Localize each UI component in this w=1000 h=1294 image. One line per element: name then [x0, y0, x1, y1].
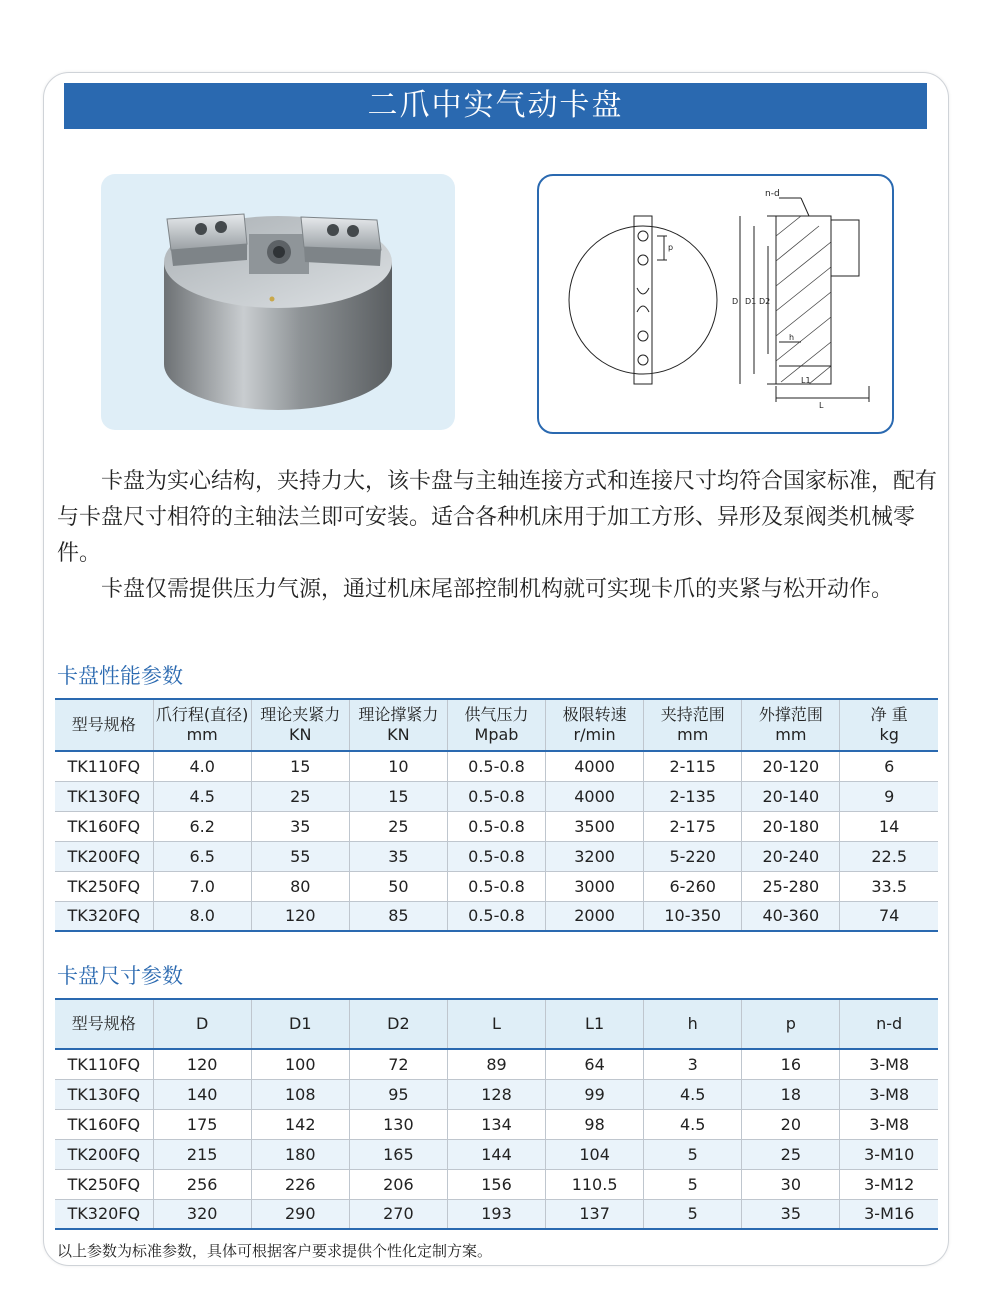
- table-cell: 4.5: [644, 1079, 742, 1109]
- table-cell: 226: [251, 1169, 349, 1199]
- header-cell: 理论夹紧力 KN: [251, 699, 349, 751]
- label-h: h: [789, 333, 795, 342]
- table-cell: 3-M10: [840, 1139, 938, 1169]
- table-cell: 15: [349, 781, 447, 811]
- table-cell: 95: [349, 1079, 447, 1109]
- label-nd: n-d: [765, 189, 780, 199]
- table-cell: 2-115: [644, 751, 742, 781]
- table-row: [55, 1109, 938, 1139]
- table-cell: 110.5: [546, 1169, 644, 1199]
- label-d1: D1: [745, 297, 757, 306]
- table-cell: 74: [840, 901, 938, 931]
- table-cell: 256: [153, 1169, 251, 1199]
- dimension-drawing: [539, 176, 892, 432]
- table-cell: 4.5: [644, 1109, 742, 1139]
- footnote: 以上参数为标准参数，具体可根据客户要求提供个性化定制方案。: [57, 1242, 493, 1260]
- table-cell: 72: [349, 1049, 447, 1079]
- label-d2: D2: [759, 297, 771, 306]
- table-cell: 2000: [546, 901, 644, 931]
- table-cell: 25: [251, 781, 349, 811]
- table-row: [55, 751, 938, 781]
- table-cell: 0.5-0.8: [447, 751, 545, 781]
- performance-table: [55, 698, 938, 932]
- model-cell: TK110FQ: [55, 1049, 153, 1079]
- table-cell: 99: [546, 1079, 644, 1109]
- table-row: [55, 1169, 938, 1199]
- table-cell: 40-360: [742, 901, 840, 931]
- table-cell: 35: [251, 811, 349, 841]
- table-cell: 128: [447, 1079, 545, 1109]
- model-cell: TK130FQ: [55, 1079, 153, 1109]
- table-cell: 137: [546, 1199, 644, 1229]
- table-cell: 0.5-0.8: [447, 871, 545, 901]
- table-cell: 10: [349, 751, 447, 781]
- table-cell: 3500: [546, 811, 644, 841]
- header-cell: L1: [546, 999, 644, 1049]
- header-cell: 净 重 kg: [840, 699, 938, 751]
- header-cell: 夹持范围 mm: [644, 699, 742, 751]
- table-cell: 3-M8: [840, 1079, 938, 1109]
- header-cell: D1: [251, 999, 349, 1049]
- dimensions-table-body: [55, 1049, 938, 1229]
- model-cell: TK200FQ: [55, 1139, 153, 1169]
- dimensions-table: [55, 998, 938, 1230]
- table-row: [55, 811, 938, 841]
- table-cell: 20-180: [742, 811, 840, 841]
- table-row: [55, 871, 938, 901]
- label-l: L: [819, 401, 824, 410]
- table-cell: 3: [644, 1049, 742, 1079]
- model-cell: TK160FQ: [55, 1109, 153, 1139]
- header-cell: L: [447, 999, 545, 1049]
- table-cell: 4000: [546, 751, 644, 781]
- table-cell: 25-280: [742, 871, 840, 901]
- table-cell: 5: [644, 1139, 742, 1169]
- table-cell: 64: [546, 1049, 644, 1079]
- header-cell: 极限转速 r/min: [546, 699, 644, 751]
- table-cell: 50: [349, 871, 447, 901]
- table-cell: 2-135: [644, 781, 742, 811]
- table-cell: 3000: [546, 871, 644, 901]
- table-cell: 20-240: [742, 841, 840, 871]
- table-cell: 5: [644, 1199, 742, 1229]
- label-p: p: [668, 243, 674, 252]
- table-cell: 20-120: [742, 751, 840, 781]
- model-cell: TK250FQ: [55, 871, 153, 901]
- table-cell: 18: [742, 1079, 840, 1109]
- technical-diagram: [537, 174, 894, 434]
- table-cell: 180: [251, 1139, 349, 1169]
- table-cell: 55: [251, 841, 349, 871]
- model-cell: TK160FQ: [55, 811, 153, 841]
- table-cell: 89: [447, 1049, 545, 1079]
- table-cell: 3200: [546, 841, 644, 871]
- table-cell: 144: [447, 1139, 545, 1169]
- table-row: [55, 1079, 938, 1109]
- table-cell: 0.5-0.8: [447, 811, 545, 841]
- table-cell: 2-175: [644, 811, 742, 841]
- header-cell: h: [644, 999, 742, 1049]
- table-cell: 3-M8: [840, 1109, 938, 1139]
- table-cell: 20-140: [742, 781, 840, 811]
- table-cell: 7.0: [153, 871, 251, 901]
- header-cell: p: [742, 999, 840, 1049]
- table-cell: 3-M8: [840, 1049, 938, 1079]
- table-cell: 290: [251, 1199, 349, 1229]
- table-row: [55, 1049, 938, 1079]
- table-cell: 85: [349, 901, 447, 931]
- table-cell: 6.5: [153, 841, 251, 871]
- table-cell: 100: [251, 1049, 349, 1079]
- header-cell: 型号规格: [55, 999, 153, 1049]
- table-cell: 4.5: [153, 781, 251, 811]
- model-cell: TK200FQ: [55, 841, 153, 871]
- table-cell: 3-M16: [840, 1199, 938, 1229]
- table-cell: 22.5: [840, 841, 938, 871]
- table-cell: 156: [447, 1169, 545, 1199]
- performance-table-body: [55, 751, 938, 931]
- table-cell: 120: [153, 1049, 251, 1079]
- table-cell: 134: [447, 1109, 545, 1139]
- header-cell: 型号规格: [55, 699, 153, 751]
- label-d: D: [732, 297, 739, 306]
- table-cell: 0.5-0.8: [447, 781, 545, 811]
- table-cell: 6.2: [153, 811, 251, 841]
- header-cell: 理论撑紧力 KN: [349, 699, 447, 751]
- table-cell: 0.5-0.8: [447, 901, 545, 931]
- model-cell: TK130FQ: [55, 781, 153, 811]
- table-cell: 0.5-0.8: [447, 841, 545, 871]
- dimensions-header-row: [55, 999, 938, 1049]
- table-row: [55, 1139, 938, 1169]
- header-cell: D2: [349, 999, 447, 1049]
- table-cell: 6: [840, 751, 938, 781]
- table-row: [55, 841, 938, 871]
- table-cell: 104: [546, 1139, 644, 1169]
- page-title: 二爪中实气动卡盘: [64, 83, 927, 129]
- table-cell: 35: [349, 841, 447, 871]
- table-cell: 8.0: [153, 901, 251, 931]
- table-cell: 35: [742, 1199, 840, 1229]
- description-paragraph-1: 卡盘为实心结构，夹持力大，该卡盘与主轴连接方式和连接尺寸均符合国家标准，配有与卡盘尺寸相符的主轴法兰即可安装。适合各种机床用于加工方形、异形及泵阀类机械零件。: [57, 469, 938, 566]
- table-cell: 320: [153, 1199, 251, 1229]
- header-cell: n-d: [840, 999, 938, 1049]
- table-cell: 193: [447, 1199, 545, 1229]
- product-photo: [101, 174, 455, 430]
- table-cell: 4000: [546, 781, 644, 811]
- table-cell: 5-220: [644, 841, 742, 871]
- table-cell: 142: [251, 1109, 349, 1139]
- model-cell: TK110FQ: [55, 751, 153, 781]
- header-cell: 爪行程(直径) mm: [153, 699, 251, 751]
- table-cell: 215: [153, 1139, 251, 1169]
- table-cell: 9: [840, 781, 938, 811]
- table-cell: 270: [349, 1199, 447, 1229]
- table-cell: 80: [251, 871, 349, 901]
- table-cell: 130: [349, 1109, 447, 1139]
- table-cell: 98: [546, 1109, 644, 1139]
- table-row: [55, 901, 938, 931]
- table-cell: 175: [153, 1109, 251, 1139]
- table-cell: 206: [349, 1169, 447, 1199]
- performance-header-row: [55, 699, 938, 751]
- table-cell: 120: [251, 901, 349, 931]
- table-cell: 4.0: [153, 751, 251, 781]
- header-cell: 供气压力 Mpab: [447, 699, 545, 751]
- dimensions-section-title: 卡盘尺寸参数: [57, 964, 183, 988]
- table-cell: 15: [251, 751, 349, 781]
- chuck-illustration: [101, 174, 455, 430]
- header-cell: D: [153, 999, 251, 1049]
- table-cell: 6-260: [644, 871, 742, 901]
- label-l1: L1: [801, 376, 811, 385]
- model-cell: TK320FQ: [55, 901, 153, 931]
- table-cell: 14: [840, 811, 938, 841]
- model-cell: TK320FQ: [55, 1199, 153, 1229]
- table-row: [55, 1199, 938, 1229]
- table-cell: 30: [742, 1169, 840, 1199]
- performance-section-title: 卡盘性能参数: [57, 664, 183, 688]
- description-paragraph-2: 卡盘仅需提供压力气源，通过机床尾部控制机构就可实现卡爪的夹紧与松开动作。: [101, 577, 894, 602]
- table-cell: 10-350: [644, 901, 742, 931]
- header-cell: 外撑范围 mm: [742, 699, 840, 751]
- table-cell: 20: [742, 1109, 840, 1139]
- model-cell: TK250FQ: [55, 1169, 153, 1199]
- table-cell: 33.5: [840, 871, 938, 901]
- table-cell: 5: [644, 1169, 742, 1199]
- table-cell: 25: [349, 811, 447, 841]
- table-cell: 140: [153, 1079, 251, 1109]
- table-cell: 3-M12: [840, 1169, 938, 1199]
- table-cell: 25: [742, 1139, 840, 1169]
- table-cell: 165: [349, 1139, 447, 1169]
- table-row: [55, 781, 938, 811]
- table-cell: 108: [251, 1079, 349, 1109]
- table-cell: 16: [742, 1049, 840, 1079]
